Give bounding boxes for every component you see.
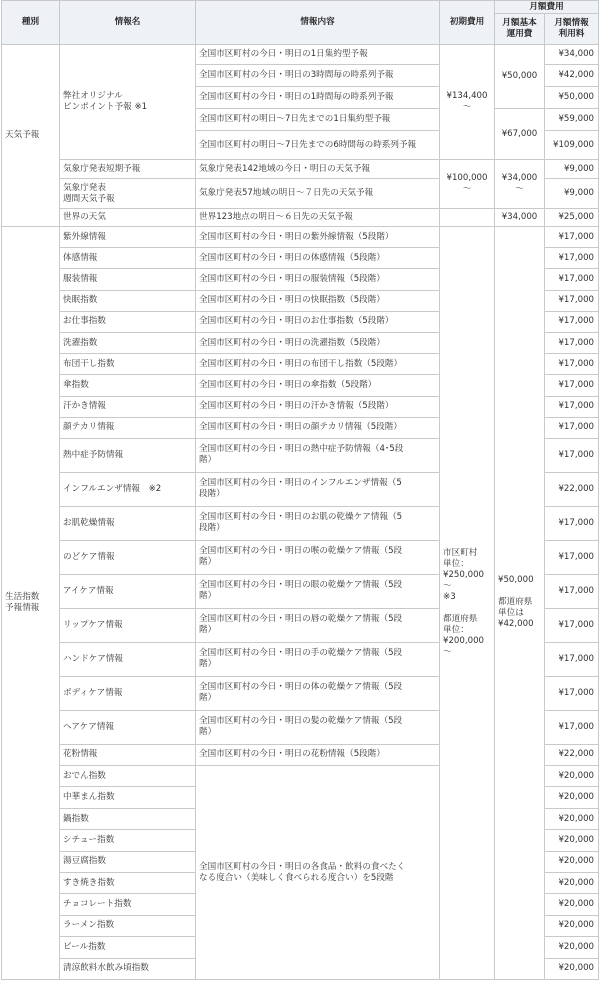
monthly-price: ¥20,000 xyxy=(545,787,599,808)
header-initial: 初期費用 xyxy=(440,1,495,45)
monthly-price: ¥17,000 xyxy=(545,506,599,540)
monthly-price: ¥20,000 xyxy=(545,851,599,872)
item-name: お肌乾燥情報 xyxy=(60,506,196,540)
item-content: 全国市区町村の今日・明日の眼の乾燥ケア情報（5段 階） xyxy=(196,574,440,608)
monthly-price: ¥42,000 xyxy=(545,65,599,87)
monthly-price: ¥17,000 xyxy=(545,540,599,574)
monthly-price: ¥17,000 xyxy=(545,642,599,676)
category-index: 生活指数 予報情報 xyxy=(2,227,60,980)
item-name: 汗かき情報 xyxy=(60,396,196,417)
monthly-price: ¥17,000 xyxy=(545,574,599,608)
table-row xyxy=(2,160,599,179)
item-name: ヘアケア情報 xyxy=(60,710,196,744)
item-content: 全国市区町村の今日・明日の体の乾燥ケア情報（5段 階） xyxy=(196,676,440,710)
item-name: 傘指数 xyxy=(60,375,196,396)
monthly-price: ¥9,000 xyxy=(545,179,599,209)
item-content: 全国市区町村の今日・明日のお仕事指数（5段階） xyxy=(196,311,440,332)
monthly-price: ¥20,000 xyxy=(545,915,599,936)
item-name: 湯豆腐指数 xyxy=(60,851,196,872)
base-fee-jma: ¥34,000 ～ xyxy=(495,160,545,209)
monthly-price: ¥17,000 xyxy=(545,608,599,642)
table-row xyxy=(2,45,599,65)
monthly-price: ¥59,000 xyxy=(545,109,599,131)
item-name: 世界の天気 xyxy=(60,209,196,227)
base-fee-index: ¥50,000 都道府県 単位は ¥42,000 xyxy=(495,227,545,980)
monthly-price: ¥17,000 xyxy=(545,417,599,438)
item-content: 全国市区町村の今日・明日のお肌の乾燥ケア情報（5 段階） xyxy=(196,506,440,540)
item-name: チョコレート指数 xyxy=(60,894,196,915)
monthly-price: ¥22,000 xyxy=(545,744,599,765)
item-content: 全国市区町村の今日・明日の唇の乾燥ケア情報（5段 階） xyxy=(196,608,440,642)
monthly-price: ¥17,000 xyxy=(545,375,599,396)
item-content: 全国市区町村の今日・明日の手の乾燥ケア情報（5段 階） xyxy=(196,642,440,676)
monthly-price: ¥17,000 xyxy=(545,354,599,375)
item-content: 全国市区町村の今日・明日の1時間毎の時系列予報 xyxy=(196,87,440,109)
item-content: 世界123地点の明日～６日先の天気予報 xyxy=(196,209,440,227)
monthly-price: ¥20,000 xyxy=(545,766,599,787)
monthly-price: ¥17,000 xyxy=(545,710,599,744)
header-monthly-base: 月額基本 運用費 xyxy=(495,14,545,45)
monthly-price: ¥17,000 xyxy=(545,396,599,417)
pricing-table xyxy=(1,0,599,980)
item-name: ボディケア情報 xyxy=(60,676,196,710)
monthly-price: ¥20,000 xyxy=(545,958,599,979)
item-name: 紫外線情報 xyxy=(60,227,196,248)
monthly-price: ¥20,000 xyxy=(545,894,599,915)
monthly-price: ¥17,000 xyxy=(545,676,599,710)
item-name: ラーメン指数 xyxy=(60,915,196,936)
item-name: 熱中症予防情報 xyxy=(60,438,196,472)
item-content: 全国市区町村の今日・明日の髪の乾燥ケア情報（5段 階） xyxy=(196,710,440,744)
item-content: 全国市区町村の今日・明日の紫外線情報（5段階） xyxy=(196,227,440,248)
base-fee-world: ¥34,000 xyxy=(495,209,545,227)
item-name: 体感情報 xyxy=(60,248,196,269)
item-content: 全国市区町村の今日・明日の喉の乾燥ケア情報（5段 階） xyxy=(196,540,440,574)
table-row xyxy=(2,227,599,248)
item-name: 花粉情報 xyxy=(60,744,196,765)
monthly-price: ¥17,000 xyxy=(545,227,599,248)
item-content: 全国市区町村の今日・明日の服装情報（5段階） xyxy=(196,269,440,290)
monthly-price: ¥20,000 xyxy=(545,873,599,894)
item-content: 全国市区町村の今日・明日の花粉情報（5段階） xyxy=(196,744,440,765)
item-content-food: 全国市区町村の今日・明日の各食品・飲料の食べたく なる度合い（美味しく食べられる度合い）を5段階 xyxy=(196,766,440,980)
item-content: 全国市区町村の今日・明日の汗かき情報（5段階） xyxy=(196,396,440,417)
item-content: 全国市区町村の今日・明日のインフルエンザ情報（5 段階） xyxy=(196,472,440,506)
monthly-price: ¥17,000 xyxy=(545,438,599,472)
item-name: 服装情報 xyxy=(60,269,196,290)
weather-section xyxy=(2,45,599,227)
item-content: 全国市区町村の今日・明日の1日集約型予報 xyxy=(196,45,440,65)
item-content: 全国市区町村の明日～7日先までの1日集約型予報 xyxy=(196,109,440,131)
item-name: ハンドケア情報 xyxy=(60,642,196,676)
item-content: 全国市区町村の今日・明日の快眠指数（5段階） xyxy=(196,290,440,311)
initial-fee-world xyxy=(440,209,495,227)
item-name: リップケア情報 xyxy=(60,608,196,642)
item-name: すき焼き指数 xyxy=(60,873,196,894)
item-name: 中華まん指数 xyxy=(60,787,196,808)
index-section xyxy=(2,227,599,980)
header-monthly-info: 月額情報 利用料 xyxy=(545,14,599,45)
monthly-price: ¥17,000 xyxy=(545,332,599,353)
item-name: インフルエンザ情報 ※2 xyxy=(60,472,196,506)
monthly-price: ¥17,000 xyxy=(545,290,599,311)
base-fee-original-b: ¥67,000 xyxy=(495,109,545,160)
item-content: 全国市区町村の明日～7日先までの6時間毎の時系列予報 xyxy=(196,131,440,160)
initial-fee-original: ¥134,400 ～ xyxy=(440,45,495,160)
header-content: 情報内容 xyxy=(196,1,440,45)
category-weather: 天気予報 xyxy=(2,45,60,227)
header-monthly: 月額費用 xyxy=(495,1,599,14)
monthly-price: ¥17,000 xyxy=(545,269,599,290)
monthly-price: ¥20,000 xyxy=(545,808,599,829)
item-name: 顔テカリ情報 xyxy=(60,417,196,438)
item-name: 洗濯指数 xyxy=(60,332,196,353)
header-category: 種別 xyxy=(2,1,60,45)
item-name: おでん指数 xyxy=(60,766,196,787)
table-row xyxy=(2,209,599,227)
item-name: 快眠指数 xyxy=(60,290,196,311)
item-content: 全国市区町村の今日・明日の熱中症予防情報（4･5段 階） xyxy=(196,438,440,472)
monthly-price: ¥17,000 xyxy=(545,248,599,269)
monthly-price: ¥25,000 xyxy=(545,209,599,227)
item-name: のどケア情報 xyxy=(60,540,196,574)
base-fee-original-a: ¥50,000 xyxy=(495,45,545,109)
item-name: お仕事指数 xyxy=(60,311,196,332)
monthly-price: ¥50,000 xyxy=(545,87,599,109)
item-content: 全国市区町村の今日・明日の3時間毎の時系列予報 xyxy=(196,65,440,87)
item-name: 清涼飲料水飲み頃指数 xyxy=(60,958,196,979)
item-name: 鍋指数 xyxy=(60,808,196,829)
item-content: 全国市区町村の今日・明日の傘指数（5段階） xyxy=(196,375,440,396)
monthly-price: ¥9,000 xyxy=(545,160,599,179)
item-name-original: 弊社オリジナル ピンポイント予報 ※1 xyxy=(60,45,196,160)
item-name: アイケア情報 xyxy=(60,574,196,608)
item-content: 全国市区町村の今日・明日の体感情報（5段階） xyxy=(196,248,440,269)
item-content: 全国市区町村の今日・明日の布団干し指数（5段階） xyxy=(196,354,440,375)
monthly-price: ¥20,000 xyxy=(545,830,599,851)
monthly-price: ¥22,000 xyxy=(545,472,599,506)
initial-fee-jma: ¥100,000 ～ xyxy=(440,160,495,209)
item-name: ビール指数 xyxy=(60,937,196,958)
item-content: 全国市区町村の今日・明日の洗濯指数（5段階） xyxy=(196,332,440,353)
item-name: 気象庁発表短期予報 xyxy=(60,160,196,179)
monthly-price: ¥20,000 xyxy=(545,937,599,958)
item-content: 気象庁発表57地域の明日～７日先の天気予報 xyxy=(196,179,440,209)
item-content: 気象庁発表142地域の今日・明日の天気予報 xyxy=(196,160,440,179)
item-content: 全国市区町村の今日・明日の顔テカリ情報（5段階） xyxy=(196,417,440,438)
header-name: 情報名 xyxy=(60,1,196,45)
monthly-price: ¥34,000 xyxy=(545,45,599,65)
monthly-price: ¥17,000 xyxy=(545,311,599,332)
item-name: シチュー指数 xyxy=(60,830,196,851)
initial-fee-index: 市区町村 単位： ¥250,000 ～ ※3 都道府県 単位： ¥200,000 ～ xyxy=(440,227,495,980)
monthly-price: ¥109,000 xyxy=(545,131,599,160)
item-name: 気象庁発表 週間天気予報 xyxy=(60,179,196,209)
item-name: 布団干し指数 xyxy=(60,354,196,375)
